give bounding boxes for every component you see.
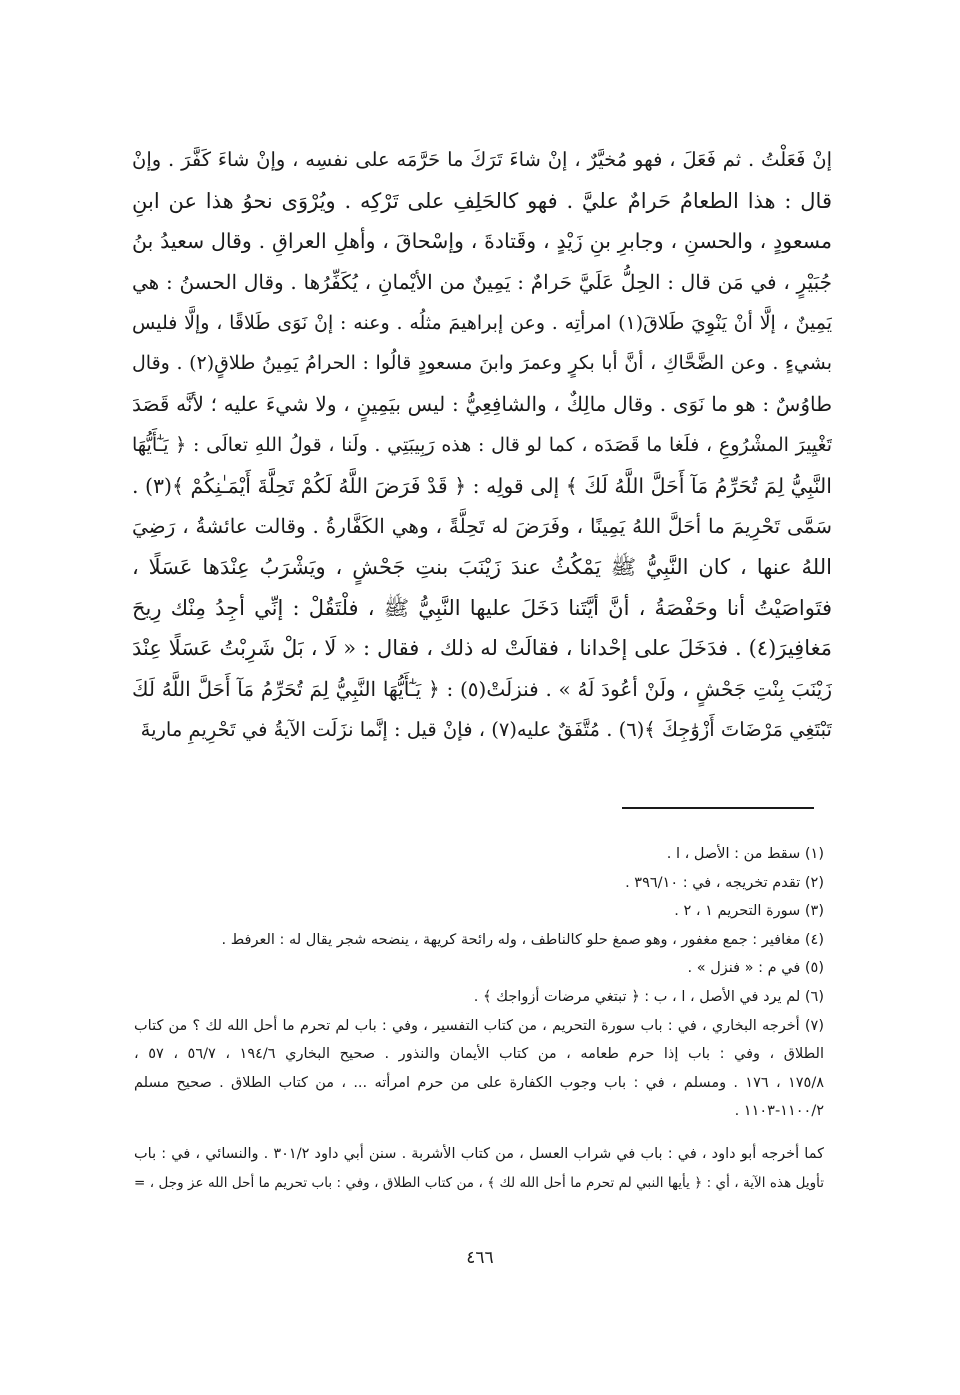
main-text-line: النَّبِيُّ لِمَ تُحَرِّمُ مَآ أَحَلَّ اللَّهُ لَكَ ﴾ إلى قولِه : ﴿ قَدْ فَرَضَ اللَّهُ لَكُمْ تَحِلَّةَ أَيْمَـٰنِكُمْ ﴾(٣) . — [132, 473, 832, 498]
main-text-line: تَبْتَغِي مَرْضَاتَ أَزْوَٰجِكَ ﴾(٦) . مُتَّفَقٌ عليه(٧) ، فإنْ قيل : إنَّما نزَلَت الآيةُ في تَحْرِيمِ ماريةَ — [140, 717, 832, 741]
main-text-line: سَمَّى تَحْرِيمَ ما أحَلَّ اللهُ يَمِينًا ، وفَرَضَ له تَحِلَّةً ، وهي الكَفَّارةُ . وقالت عائشةُ ، رَضِيَ — [132, 514, 832, 539]
main-text-line: مَغافِيرَ(٤) . فدَخَلَ على إحْدانا ، فقالَتْ له ذلك ، فقال : « لَا ، بَلْ شَرِبْتُ عَسَلًا عِنْدَ — [132, 636, 832, 661]
footnote-4: (٤) مغافير : جمع مغفور ، وهو صمغ حلو كالناطف ، وله رائحة كريهة ، ينضحه شجر يقال له : العرفط . — [221, 931, 824, 948]
main-text-line: قال : هذا الطعامُ حَرامٌ عليَّ . فهو كالحَلِفِ على تَرْكِه . ويُرْوَى نحوُ هذا عن ابنِ — [132, 188, 832, 213]
footnotes-section — [134, 840, 824, 1197]
footnote-spacer — [134, 1126, 824, 1140]
main-text-line: زَيْنَبَ بِنْتِ جَحْشٍ ، ولَنْ أعُودَ لَهُ » . فنزلَتْ(٥) : ﴿ يَـٰٓأَيُّهَا النَّبِيُّ لِمَ تُحَرِّمُ مَآ أَحَلَّ اللَّهُ لَكَ — [132, 676, 832, 701]
footnote-7-continued: ١١٠٠/٢-١١٠٣ . — [734, 1103, 824, 1120]
main-text-line: يَمِينٌ ، إلَّا أنْ يَنْوِيَ طَلاقَ(١) امرأتِه . وعن إبراهيمَ مثلُه . وعنه : إنْ نَوَى طَلاقًا ، وإلَّا فليس — [132, 311, 832, 334]
main-text-line: تَغْيِيرَ المشْرُوعِ ، فلَغا ما قَصَدَه ، كما لو قال : هذه رَبِيبَتِي . ولَنا ، قولُ اللهِ تعالَى : ﴿ يَـٰٓأَيُّهَا — [132, 433, 832, 456]
page-number: ٤٦٦ — [466, 1248, 494, 1268]
footnote-divider — [622, 807, 814, 809]
footnote-7-continued: الطلاق ، وفي : باب إذا حرم طعامه ، من كتاب الأيمان والنذور . صحيح البخاري ١٩٤/٦ ، ٥٦/٧ ، ٥٧ ، — [134, 1046, 824, 1063]
main-text-line: بشيءٍ . وعن الضَّحَّاكِ ، أنَّ أبا بكرٍ وعمرَ وابنَ مسعودٍ قالُوا : الحرامُ يَمِينُ طلاقٍ(٢) . وقال — [132, 352, 832, 375]
main-text-line: مسعودٍ ، والحسنِ ، وجابرِ بنِ زَيْدٍ ، وقَتادةَ ، وإسْحاقَ ، وأهلِ العراقِ . وقال سعيدُ بنُ — [132, 229, 832, 254]
main-text-line: فتَواصَيْتُ أنا وحَفْصَةُ ، أنَّ أيَّتَنا دَخَلَ عليها النَّبِيُّ ﷺ ، فلْتَقُلْ : إنِّي أجِدُ مِنْك رِيحَ — [132, 595, 832, 620]
main-text-line: إنْ فَعَلْتُ . ثم فَعَلَ ، فهو مُخيَّرٌ ، إنْ شاءَ تَرَكَ ما حَرَّمَه على نفسِه ، وإنْ شاءَ كَفَّرَ . وإنْ — [132, 148, 832, 171]
footnote-6: (٦) لم يرد في الأصل ، ا ، ب : ﴿ تبتغي مرضات أزواجك ﴾ . — [473, 988, 824, 1005]
footnote-1: (١) سقط من : الأصل ، ا . — [666, 846, 824, 862]
footnote-7-continued: تأويل هذه الآية ، أي : ﴿ يأيها النبي لم تحرم ما أحل الله لك ﴾ ، من كتاب الطلاق ، وفي : باب تحريم ما أحل الله عز وجل ، = — [134, 1174, 824, 1191]
footnote-7-continued: ١٧٥/٨ ، ١٧٦ . ومسلم ، في : باب وجوب الكفارة على من حرم امرأته ... ، من كتاب الطلاق . صحيح مسلم — [134, 1074, 824, 1091]
footnote-5: (٥) في م : « فنزل » . — [687, 960, 824, 977]
footnote-3: (٣) سورة التحريم ١ ، ٢ . — [674, 903, 824, 920]
main-text-body — [132, 140, 832, 750]
footnote-2: (٢) تقدم تخريجه ، في : ٣٩٦/١٠ . — [625, 874, 824, 891]
main-text-line: اللهُ عنها ، كان النَّبِيُّ ﷺ يَمْكُثُ عندَ زَيْنَبَ بنتِ جَحْشٍ ، ويَشْرَبُ عِنْدَها عَسَلًا ، — [132, 554, 832, 579]
footnote-7-continued: كما أخرجه أبو داود ، في : باب في شراب العسل ، من كتاب الأشربة . سنن أبي داود ٣٠١/٢ . والنسائي ، في : باب — [134, 1145, 824, 1162]
main-text-line: طاوُسٌ : هو ما نَوَى . وقال مالِكٌ ، والشافِعِيُّ : ليس بيَمِينٍ ، ولا شيءَ عليه ؛ لأنَّه قَصَدَ — [132, 392, 832, 417]
main-text-line: جُبَيْرٍ ، في مَن قال : الحِلُّ عَلَيَّ حَرامٌ : يَمِينٌ من الأيْمانِ ، يُكَفِّرُها . وقال الحسنُ : هي — [132, 270, 832, 295]
footnote-7: (٧) أخرجه البخاري ، في : باب سورة التحريم ، من كتاب التفسير ، وفي : باب لم تحرم ما أحل الله لك ؟ من كتاب — [134, 1017, 824, 1034]
